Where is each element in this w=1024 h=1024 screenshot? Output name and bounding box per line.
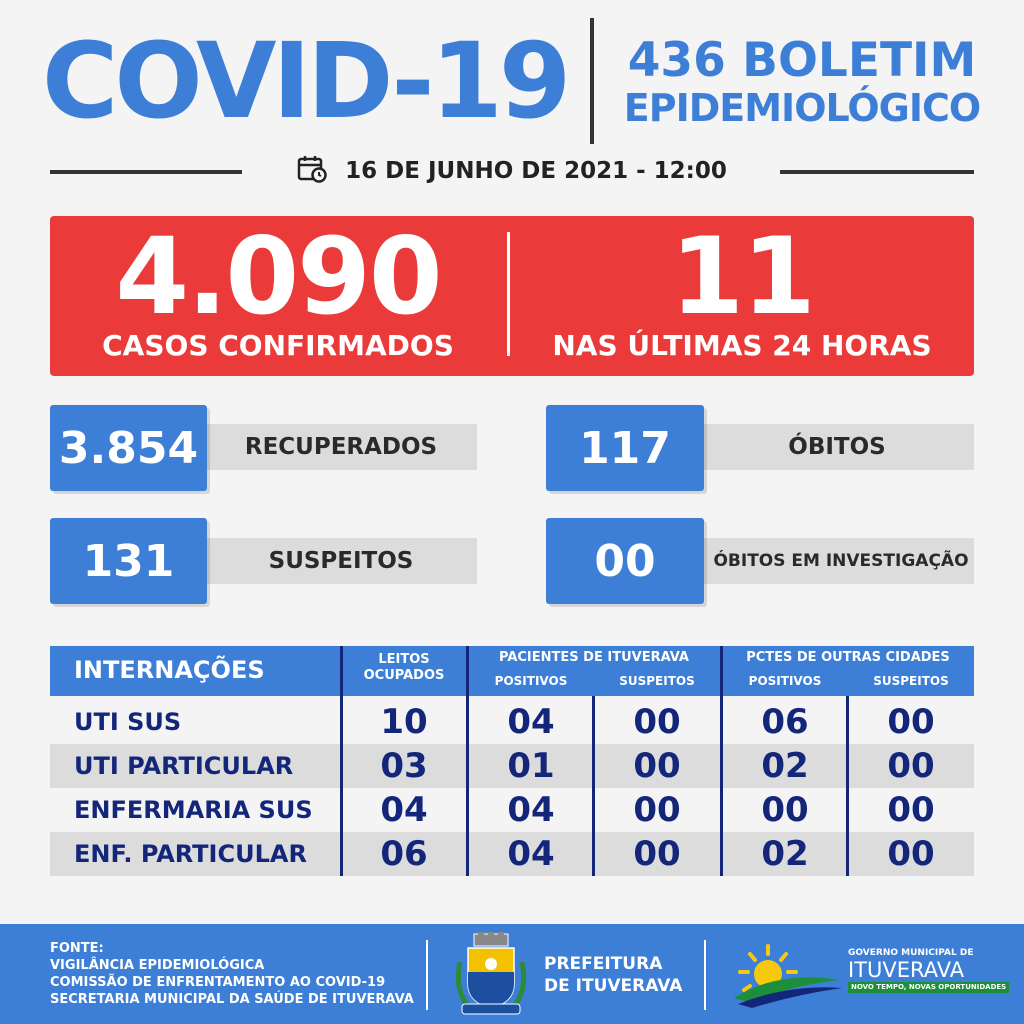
beds-cell: 03: [380, 746, 428, 786]
footer-divider: [704, 940, 706, 1010]
suspects-value: 131: [50, 518, 207, 604]
gov-slogan: NOVO TEMPO, NOVAS OPORTUNIDADES: [848, 982, 1009, 993]
other-positive-cell: 00: [761, 790, 809, 830]
beds-header-line1: LEITOS: [378, 652, 430, 667]
prefeitura-line2: DE ITUVERAVA: [544, 976, 683, 996]
table-col-divider: [466, 646, 469, 876]
table-row: [50, 832, 974, 876]
page-title: COVID-19: [42, 20, 568, 142]
local-positive-cell: 04: [507, 834, 555, 874]
bulletin-number: 436 BOLETIM: [627, 33, 977, 88]
row-label: ENFERMARIA SUS: [74, 796, 313, 824]
calendar-clock-icon: [297, 154, 327, 188]
local-suspect-cell: 00: [633, 702, 681, 742]
header-divider: [590, 18, 594, 144]
beds-cell: 06: [380, 834, 428, 874]
local-positive-header: POSITIVOS: [494, 674, 568, 688]
last24-value: 11: [670, 215, 814, 338]
summary-panel: [50, 216, 974, 376]
table-col-divider: [340, 646, 343, 876]
table-col-divider: [592, 696, 595, 876]
last24-label: NAS ÚLTIMAS 24 HORAS: [552, 329, 932, 362]
row-label: UTI PARTICULAR: [74, 752, 294, 780]
deaths-value: 117: [546, 405, 704, 491]
deaths-investigation-value: 00: [546, 518, 704, 604]
recovered-label: RECUPERADOS: [205, 424, 477, 470]
summary-divider: [507, 232, 510, 356]
gov-city: ITUVERAVA: [848, 958, 965, 982]
table-title: INTERNAÇÕES: [74, 656, 265, 684]
source-line1: VIGILÂNCIA EPIDEMIOLÓGICA: [50, 958, 265, 973]
deaths-investigation-label: ÓBITOS EM INVESTIGAÇÃO: [700, 538, 974, 584]
local-header: PACIENTES DE ITUVERAVA: [499, 650, 689, 665]
other-suspect-cell: 00: [887, 746, 935, 786]
local-positive-cell: 04: [507, 702, 555, 742]
other-positive-cell: 02: [761, 834, 809, 874]
table-col-divider: [846, 696, 849, 876]
city-crest-icon: [452, 932, 530, 1022]
local-suspect-cell: 00: [633, 790, 681, 830]
bulletin-date: 16 DE JUNHO DE 2021 - 12:00: [345, 158, 727, 184]
table-header: [50, 646, 974, 696]
local-positive-cell: 04: [507, 790, 555, 830]
beds-cell: 10: [380, 702, 428, 742]
prefeitura-line1: PREFEITURA: [544, 954, 663, 974]
date-line-left: [50, 170, 242, 174]
table-row: [50, 788, 974, 832]
local-positive-cell: 01: [507, 746, 555, 786]
beds-cell: 04: [380, 790, 428, 830]
bulletin-subtitle: EPIDEMIOLÓGICO: [623, 86, 981, 130]
other-positive-cell: 06: [761, 702, 809, 742]
other-header: PCTES DE OUTRAS CIDADES: [746, 650, 950, 665]
source-line2: COMISSÃO DE ENFRENTAMENTO AO COVID-19: [50, 975, 386, 990]
other-positive-cell: 02: [761, 746, 809, 786]
date-row: [250, 150, 774, 192]
beds-header-line2: OCUPADOS: [363, 668, 445, 683]
gov-line1: GOVERNO MUNICIPAL DE: [848, 948, 974, 958]
row-label: ENF. PARTICULAR: [74, 840, 307, 868]
other-suspect-cell: 00: [887, 790, 935, 830]
row-label: UTI SUS: [74, 708, 182, 736]
table-col-divider: [720, 646, 723, 876]
sun-logo-icon: [728, 940, 848, 1014]
recovered-value: 3.854: [50, 405, 207, 491]
source-label: FONTE:: [50, 941, 104, 956]
other-positive-header: POSITIVOS: [748, 674, 822, 688]
other-suspect-header: SUSPEITOS: [873, 674, 949, 688]
other-suspect-cell: 00: [887, 702, 935, 742]
confirmed-value: 4.090: [115, 215, 441, 338]
confirmed-label: CASOS CONFIRMADOS: [102, 329, 454, 362]
suspects-label: SUSPEITOS: [205, 538, 477, 584]
other-suspect-cell: 00: [887, 834, 935, 874]
local-suspect-cell: 00: [633, 746, 681, 786]
local-suspect-cell: 00: [633, 834, 681, 874]
date-line-right: [780, 170, 974, 174]
footer-divider: [426, 940, 428, 1010]
local-suspect-header: SUSPEITOS: [619, 674, 695, 688]
deaths-label: ÓBITOS: [700, 424, 974, 470]
table-row: [50, 700, 974, 744]
source-line3: SECRETARIA MUNICIPAL DA SAÚDE DE ITUVERAVA: [50, 992, 414, 1007]
table-row: [50, 744, 974, 788]
